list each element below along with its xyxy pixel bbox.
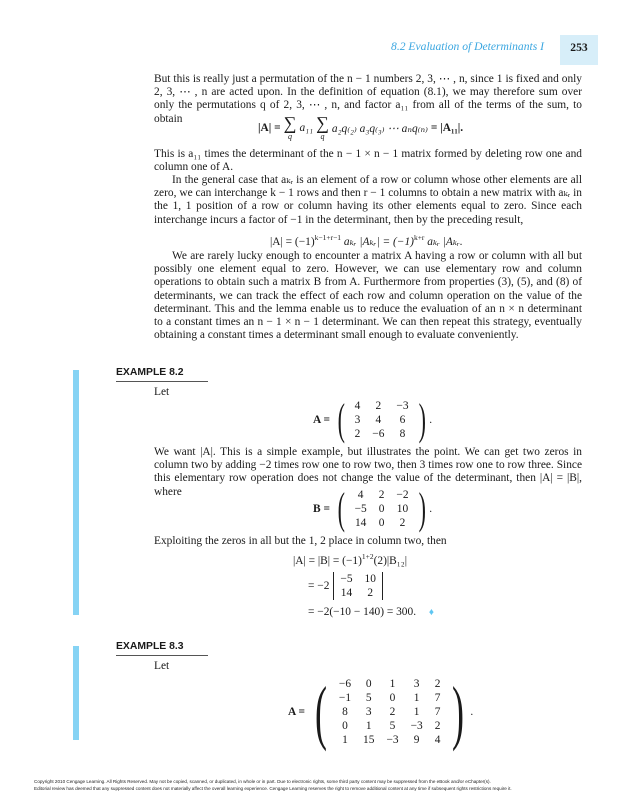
eq1-terms: a₂q₍₂₎ a₃q₍₃₎ ⋯ aₙq₍ₙ₎ xyxy=(331,122,428,135)
matrix-row xyxy=(334,572,383,586)
matrix-cell: 1 xyxy=(413,692,420,704)
matrix-cell: 14 xyxy=(354,517,367,529)
matrix-cell: −3 xyxy=(386,734,399,746)
matrix-cell: 2 xyxy=(389,706,396,718)
matrix-cell: 3 xyxy=(413,678,420,690)
eq1-rhs: = |A₁₁|. xyxy=(430,121,464,134)
matrix-body xyxy=(333,677,446,747)
matrix-cell: 10 xyxy=(364,573,376,585)
calc1-part2: (2)|B₁₂| xyxy=(373,555,408,567)
matrix-row xyxy=(349,488,415,502)
matrix-cell: 1 xyxy=(342,734,348,746)
matrix-period: . xyxy=(470,706,474,718)
eq2-exponent-1: k−1+r−1 xyxy=(314,233,342,242)
paragraph-4: We are rarely lucky enough to encounter a matrix A having a row or column with all but possibly one element equal to zero. However, we can use elementary row and column operations to obtain such a matrix B from A. Furthermore from properties (3), (5), and (8) of determinants, we can track the effect of each row and column operation on the value of the determinant. This and the lemma enable us to reduce the evaluation of an n × n determinant to a constant times an n − 1 × n − 1 determinant. We can then repeat this strategy, eventually obtaining a constant times a determinant small enough to evaluate conveniently. xyxy=(154,250,582,342)
matrix-cell: 4 xyxy=(357,489,364,501)
eq1-a11: a₁₁ xyxy=(299,121,314,134)
matrix-cell: −6 xyxy=(372,428,385,440)
example-8-2-text-2: Exploiting the zeros in all but the 1, 2 place in column two, then xyxy=(154,535,447,547)
sum-symbol: ∑ xyxy=(316,113,329,133)
right-parenthesis: ) xyxy=(418,484,426,533)
matrix-cell: −5 xyxy=(354,503,367,515)
let-text: Let xyxy=(154,386,170,398)
matrix-label: A = xyxy=(288,706,305,718)
matrix-cell: −6 xyxy=(338,678,352,690)
matrix-cell: 7 xyxy=(434,706,441,718)
matrix-body xyxy=(349,488,415,530)
matrix-wrapper xyxy=(288,672,474,752)
matrix-cell: 8 xyxy=(342,706,348,718)
matrix-cell: 2 xyxy=(434,720,441,732)
calc1-part1: |A| = |B| = (−1) xyxy=(293,555,362,567)
matrix-cell: −2 xyxy=(396,489,409,501)
eq2-part1: |A| = (−1) xyxy=(270,236,315,248)
let-text: Let xyxy=(154,660,170,672)
sum-group xyxy=(284,114,297,141)
eq2-part3: aₖᵣ |Aₖᵣ. xyxy=(427,236,463,248)
right-parenthesis: ) xyxy=(418,395,426,444)
example-sidebar-bar xyxy=(73,370,79,615)
matrix-row xyxy=(349,399,415,413)
matrix-cell: 5 xyxy=(365,692,372,704)
matrix-a-5x5 xyxy=(288,672,474,752)
matrix-cell: 0 xyxy=(389,692,396,704)
example-sidebar-bar xyxy=(73,646,79,740)
matrix-cell: 0 xyxy=(365,678,372,690)
matrix-period: . xyxy=(429,414,433,426)
matrix-label: A = xyxy=(313,414,330,426)
example-title-rule xyxy=(116,655,208,656)
matrix-cell: 3 xyxy=(365,706,372,718)
matrix-row xyxy=(333,705,446,719)
matrix-cell: 2 xyxy=(399,517,406,529)
matrix-cell: 0 xyxy=(378,517,385,529)
determinant-2x2 xyxy=(333,572,383,600)
eq2-exponent-2: k+r xyxy=(413,233,425,242)
matrix-a xyxy=(313,395,433,444)
matrix-row xyxy=(333,719,446,733)
matrix-cell: 4 xyxy=(354,400,361,412)
matrix-cell: −5 xyxy=(340,573,353,585)
matrix-cell: 1 xyxy=(413,706,420,718)
paragraph-3: In the general case that aₖᵣ is an element of a row or column whose other elements are all zero, we can interchange k − 1 rows and then r − 1 columns to obtain a new matrix with aₖᵣ in the 1, 1 position of a row or column having its other elements equal to zero. Since each interchange incurs a factor of −1 in the determinant, then by the preceding result, xyxy=(154,174,582,226)
matrix-cell: 4 xyxy=(434,734,441,746)
matrix-cell: 15 xyxy=(363,734,375,746)
left-parenthesis: ( xyxy=(337,484,345,533)
matrix-row xyxy=(349,502,415,516)
left-parenthesis: ( xyxy=(314,672,327,752)
equation-1 xyxy=(258,114,463,141)
sum-group xyxy=(316,114,329,141)
matrix-period: . xyxy=(429,503,433,515)
running-header: 8.2 Evaluation of Determinants I xyxy=(391,40,544,53)
matrix-cell: 14 xyxy=(340,587,353,599)
matrix-cell: −3 xyxy=(396,400,409,412)
matrix-cell: −1 xyxy=(338,692,352,704)
matrix-cell: 4 xyxy=(375,414,382,426)
footer-line-2: Editorial review has deemed that any suppressed content does not materially affect the overall learning experience. Cengage Learning reserves the right to remove additional content at any time if subsequent rights restrictions require it. xyxy=(34,786,512,791)
footer-line-1: Copyright 2010 Cengage Learning. All Rights Reserved. May not be copied, scanned, or duplicated, in whole or in part. Due to electronic rights, some third party content may be suppressed from the eBook and/or eChapter(s). xyxy=(34,779,491,784)
matrix-cell: 2 xyxy=(367,587,374,599)
left-parenthesis: ( xyxy=(337,395,345,444)
calculation-line-3 xyxy=(308,606,434,618)
matrix-cell: 9 xyxy=(413,734,420,746)
matrix-cell: 6 xyxy=(399,414,406,426)
sum-index: q xyxy=(288,132,293,141)
right-parenthesis: ) xyxy=(452,672,465,752)
matrix-cell: 10 xyxy=(396,503,409,515)
matrix-cell: 2 xyxy=(378,489,385,501)
example-8-3-title: EXAMPLE 8.3 xyxy=(116,641,184,652)
example-8-2-text: We want |A|. This is a simple example, but illustrates the point. We can get two zeros in column two by adding −2 times row one to row two, then 3 times row one to row three. Since this elementary row operation does not change the value of the determinant, then |A| = |B|, where xyxy=(154,446,582,498)
matrix-row xyxy=(333,677,446,691)
paragraph-1: But this is really just a permutation of the n − 1 numbers 2, 3, ⋯ , n, since 1 is fixed and only 2, 3, ⋯ , n are acted upon. In the definition of equation (8.1), we may therefore sum over only the permutations q of 2, 3, ⋯ , n, and factor a₁₁ from all of the terms of the sum, to obtain xyxy=(154,73,582,125)
matrix-cell: 7 xyxy=(434,692,441,704)
matrix-row xyxy=(349,516,415,530)
matrix-wrapper xyxy=(313,484,433,533)
matrix-cell: 8 xyxy=(399,428,406,440)
copyright-footer xyxy=(34,778,594,792)
matrix-cell: 2 xyxy=(375,400,382,412)
calculation-line-1 xyxy=(293,552,407,567)
calc3-result: = −2(−10 − 140) = 300. xyxy=(308,606,417,618)
matrix-cell: 0 xyxy=(378,503,385,515)
matrix-cell: 3 xyxy=(354,414,361,426)
calculation-line-2 xyxy=(308,572,383,600)
example-8-2-title: EXAMPLE 8.2 xyxy=(116,367,184,378)
matrix-row xyxy=(333,691,446,705)
matrix-body xyxy=(349,399,415,441)
matrix-row xyxy=(333,733,446,747)
equation-2 xyxy=(270,233,463,248)
calc2-prefix: = −2 xyxy=(308,580,330,592)
example-title-rule xyxy=(116,381,208,382)
matrix-b xyxy=(313,484,433,533)
calc1-exponent: 1+2 xyxy=(361,552,374,561)
matrix-cell: 1 xyxy=(365,720,372,732)
sum-index: q xyxy=(320,132,325,141)
sum-symbol: ∑ xyxy=(283,113,297,133)
eq2-part2: aₖᵣ |Aₖᵣ| = (−1) xyxy=(343,236,414,248)
eq1-lhs: |A| = xyxy=(258,121,281,134)
matrix-wrapper xyxy=(313,395,433,444)
matrix-row xyxy=(349,427,415,441)
matrix-cell: −3 xyxy=(410,720,423,732)
matrix-cell: 2 xyxy=(434,678,441,690)
matrix-cell: 2 xyxy=(354,428,361,440)
matrix-label: B = xyxy=(313,503,330,515)
paragraph-2: This is a₁₁ times the determinant of the n − 1 × n − 1 matrix formed by deleting row one and column one of A. xyxy=(154,148,582,174)
page-number: 253 xyxy=(570,41,588,54)
matrix-cell: 0 xyxy=(342,720,348,732)
end-of-example-diamond-icon: ♦ xyxy=(428,607,435,618)
matrix-cell: 5 xyxy=(389,720,396,732)
matrix-cell: 1 xyxy=(389,678,396,690)
matrix-row xyxy=(349,413,415,427)
matrix-row xyxy=(334,586,383,600)
